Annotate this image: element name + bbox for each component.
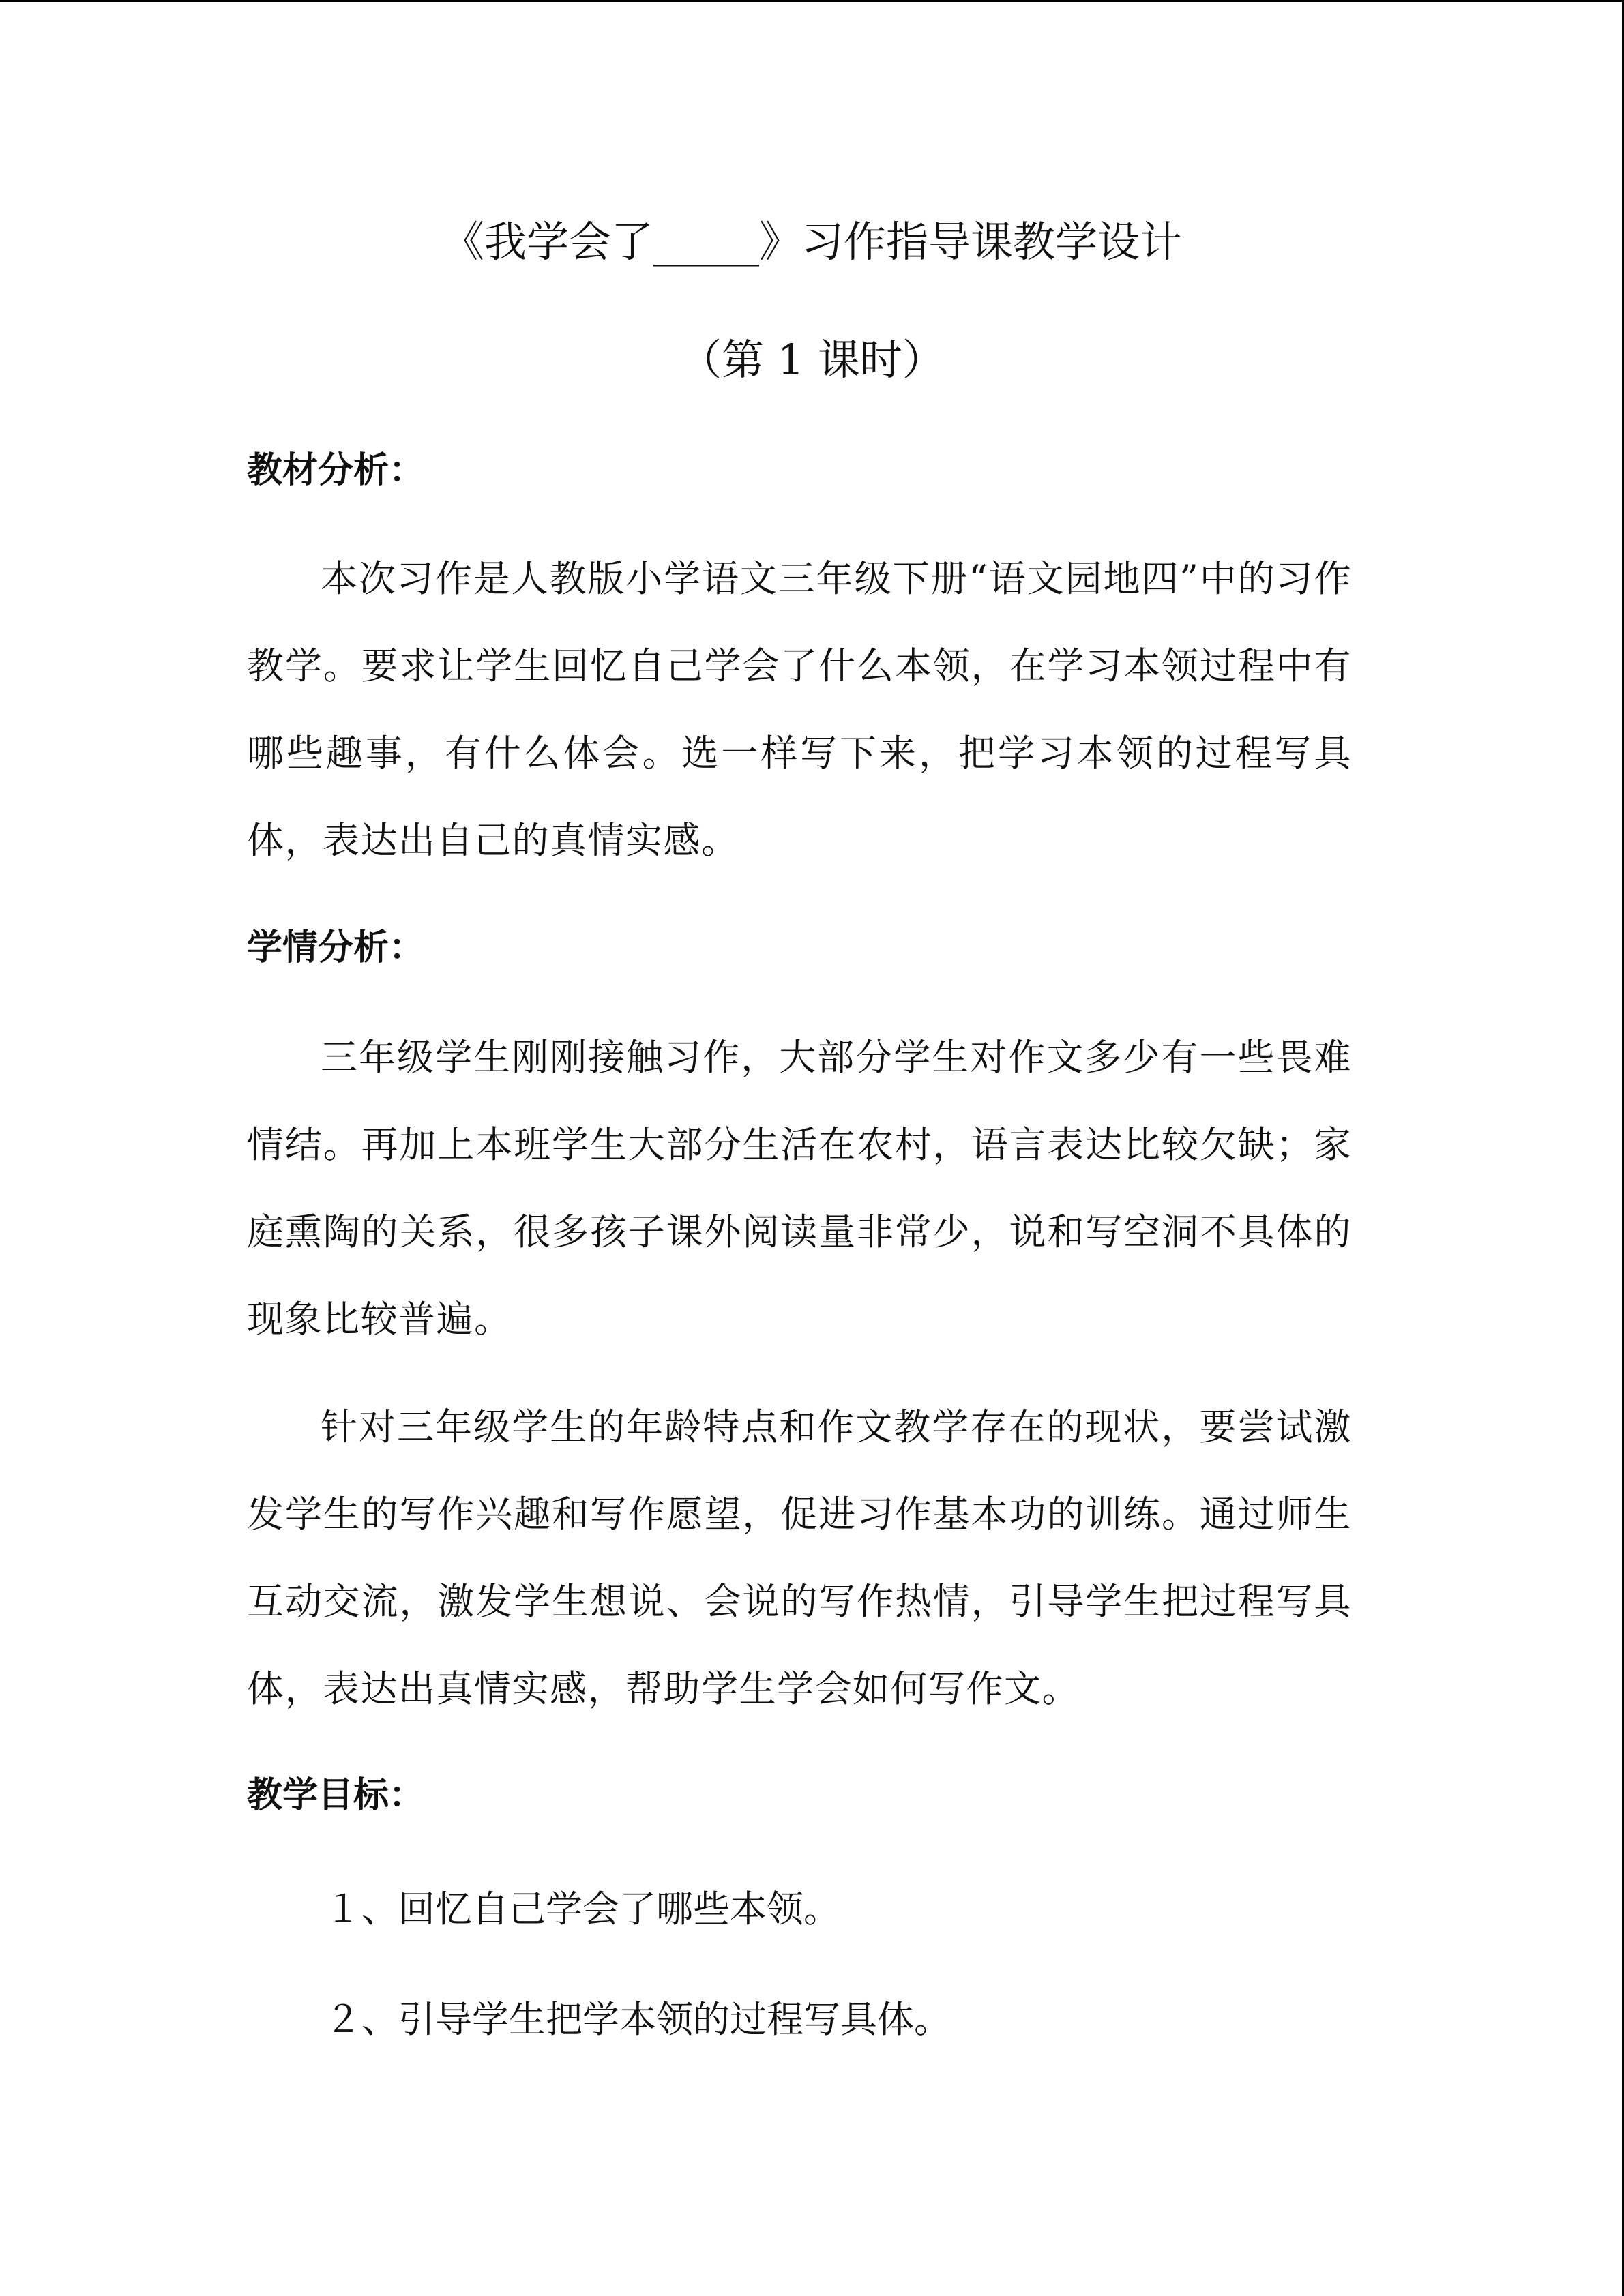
section-heading-students: 学情分析：	[247, 927, 425, 968]
section-heading-goals: 教学目标：	[247, 1775, 425, 1816]
goal-item-2: ２、引导学生把学本领的过程写具体。	[325, 1998, 951, 2041]
document-subtitle: （第 1 课时）	[679, 335, 945, 385]
section-heading-materials: 教材分析：	[247, 450, 425, 491]
paragraph-students-2: 针对三年级学生的年龄特点和作文教学存在的现状，要尝试激发学生的写作兴趣和写作愿望，促进习作基本功的训练。通过师生互动交流，激发学生想说、会说的写作热情，引导学生把过程写具体，表达出真情实感，帮助学生学会如何写作文。	[247, 1405, 1352, 1710]
document-title: 《我学会了_____》习作指导课教学设计	[441, 217, 1182, 267]
paragraph-students-1: 三年级学生刚刚接触习作，大部分学生对作文多少有一些畏难情结。再加上本班学生大部分生活在农村，语言表达比较欠缺；家庭熏陶的关系，很多孩子课外阅读量非常少，说和写空洞不具体的现象比较普遍。	[247, 1036, 1352, 1341]
paragraph-materials: 本次习作是人教版小学语文三年级下册“语文园地四”中的习作教学。要求让学生回忆自己学会了什么本领，在学习本领过程中有哪些趣事，有什么体会。选一样写下来，把学习本领的过程写具体，表达出自己的真情实感。	[247, 557, 1352, 862]
goal-item-1: １、回忆自己学会了哪些本领。	[325, 1888, 840, 1930]
